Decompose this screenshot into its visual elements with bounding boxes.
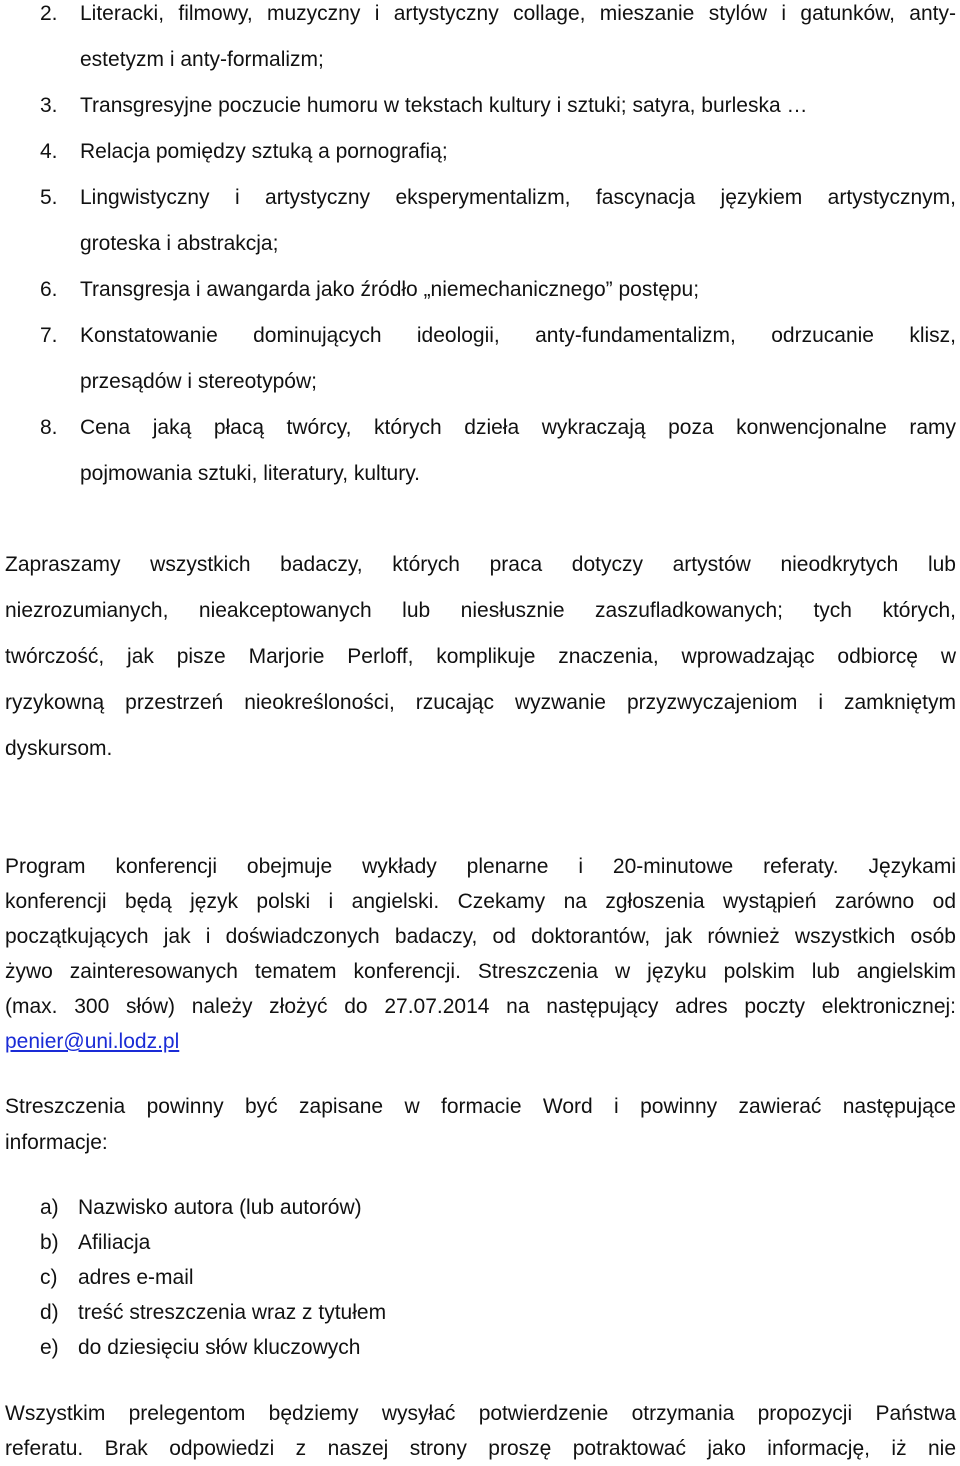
- paragraph-line: [5, 1024, 956, 1059]
- list-item-line: pojmowania sztuki, literatury, kultury.: [80, 462, 421, 485]
- list-number: 2.: [40, 2, 58, 25]
- paragraph-line: ryzykowną przestrzeń nieokreśloności, rzucając wyzwanie przyzwyczajeniom i zamkniętym: [5, 691, 956, 714]
- paragraph-line: informacje:: [5, 1131, 108, 1154]
- paragraph-line: konferencji będą język polski i angielski. Czekamy na zgłoszenia wystąpień zarówno od: [5, 890, 956, 913]
- paragraph-line: (max. 300 słów) należy złożyć do 27.07.2014 na następujący adres poczty elektronicznej:: [5, 995, 956, 1018]
- list-number: 6.: [40, 278, 58, 301]
- list-item-text: adres e-mail: [78, 1266, 194, 1289]
- list-item: [6, 405, 956, 497]
- abstract-paragraph: [5, 1089, 956, 1161]
- list-letter: b): [40, 1231, 59, 1254]
- list-item: [40, 1225, 640, 1260]
- paragraph-line: niezrozumianych, nieakceptowanych lub niesłusznie zaszufladkowanych; tych których,: [5, 599, 956, 622]
- list-letter: c): [40, 1266, 58, 1289]
- list-number: 4.: [40, 140, 58, 163]
- list-item-line: estetyzm i anty-formalizm;: [80, 48, 324, 71]
- list-item: [40, 1190, 640, 1225]
- list-item: [6, 267, 956, 313]
- list-letter: a): [40, 1196, 59, 1219]
- list-item: [6, 175, 956, 267]
- paragraph-line: Program konferencji obejmuje wykłady plenarne i 20-minutowe referaty. Językami: [5, 855, 956, 878]
- list-item-line: przesądów i stereotypów;: [80, 370, 317, 393]
- closing-paragraph: [5, 1396, 956, 1466]
- abstract-requirements-list: [40, 1190, 640, 1365]
- list-item: [40, 1330, 640, 1365]
- list-item-line: Transgresyjne poczucie humoru w tekstach kultury i sztuki; satyra, burleska …: [80, 94, 808, 117]
- list-item: [6, 129, 956, 175]
- list-item-line: Literacki, filmowy, muzyczny i artystyczny collage, mieszanie stylów i gatunków, anty-: [80, 2, 956, 25]
- list-item-line: Relacja pomiędzy sztuką a pornografią;: [80, 140, 448, 163]
- list-number: 7.: [40, 324, 58, 347]
- list-item-line: Konstatowanie dominujących ideologii, anty-fundamentalizm, odrzucanie klisz,: [80, 324, 956, 347]
- list-item-text: do dziesięciu słów kluczowych: [78, 1336, 361, 1359]
- paragraph-line: początkujących jak i doświadczonych badaczy, od doktorantów, jak również wszystkich osób: [5, 925, 956, 948]
- list-letter: e): [40, 1336, 59, 1359]
- list-item-line: Cena jaką płacą twórcy, których dzieła wykraczają poza konwencjonalne ramy: [80, 416, 956, 439]
- list-item-text: treść streszczenia wraz z tytułem: [78, 1301, 387, 1324]
- topics-numbered-list: [6, 0, 956, 497]
- list-item: [40, 1260, 640, 1295]
- list-item-line: Lingwistyczny i artystyczny eksperymentalizm, fascynacja językiem artystycznym,: [80, 186, 956, 209]
- list-item: [6, 83, 956, 129]
- list-number: 5.: [40, 186, 58, 209]
- list-item-text: Nazwisko autora (lub autorów): [78, 1196, 362, 1219]
- list-item: [6, 313, 956, 405]
- email-link[interactable]: penier@uni.lodz.pl: [5, 1030, 180, 1053]
- list-letter: d): [40, 1301, 59, 1324]
- paragraph-line: Wszystkim prelegentom będziemy wysyłać potwierdzenie otrzymania propozycji Państwa: [5, 1402, 956, 1425]
- paragraph-line: referatu. Brak odpowiedzi z naszej strony proszę potraktować jako informację, iż nie: [5, 1437, 956, 1460]
- invitation-paragraph: [5, 542, 956, 772]
- paragraph-line: dyskursom.: [5, 737, 113, 760]
- paragraph-line: twórczość, jak pisze Marjorie Perloff, komplikuje znaczenia, wprowadzając odbiorcę w: [5, 645, 956, 668]
- list-number: 8.: [40, 416, 58, 439]
- paragraph-line: Zapraszamy wszystkich badaczy, których praca dotyczy artystów nieodkrytych lub: [5, 553, 956, 576]
- paragraph-line: żywo zainteresowanych tematem konferencji. Streszczenia w języku polskim lub angielskim: [5, 960, 956, 983]
- list-item-line: Transgresja i awangarda jako źródło „niemechanicznego” postępu;: [80, 278, 700, 301]
- list-number: 3.: [40, 94, 58, 117]
- list-item-line: groteska i abstrakcja;: [80, 232, 279, 255]
- list-item: [40, 1295, 640, 1330]
- program-paragraph: [5, 849, 956, 1059]
- list-item: [6, 0, 956, 83]
- list-item-text: Afiliacja: [78, 1231, 151, 1254]
- paragraph-line: Streszczenia powinny być zapisane w formacie Word i powinny zawierać następujące: [5, 1095, 956, 1118]
